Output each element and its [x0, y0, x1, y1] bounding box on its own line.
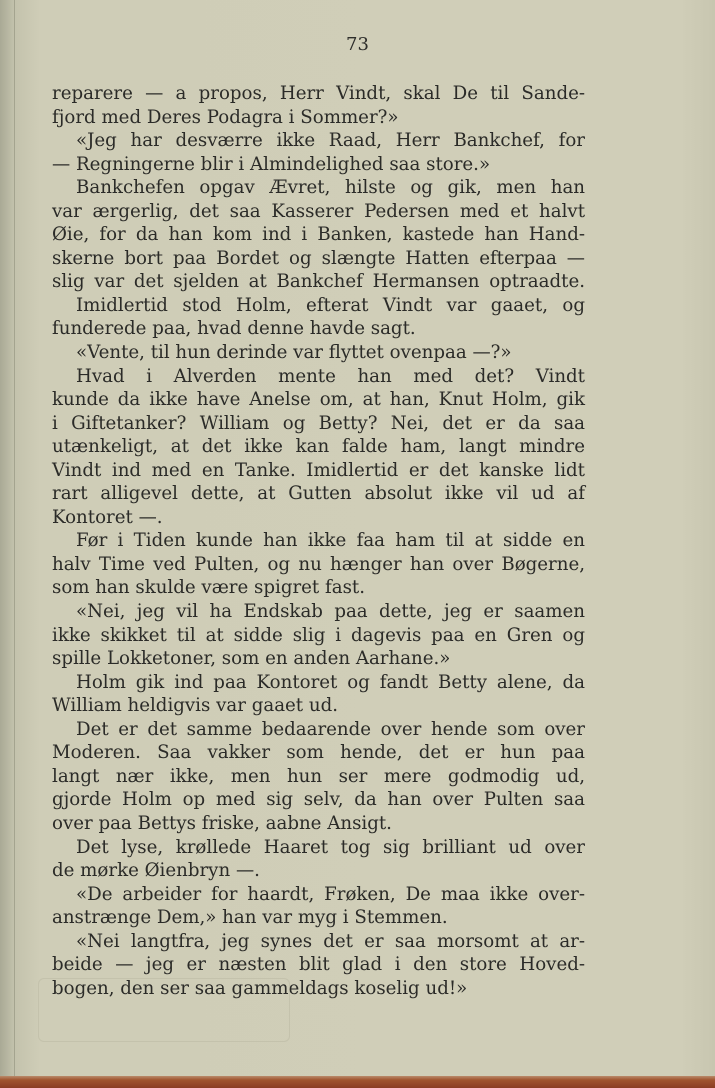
- text-line: rart alligevel dette, at Gutten absolut ikke vil ud af: [52, 483, 585, 505]
- text-line: Det er det samme bedaarende over hende som over: [76, 718, 585, 740]
- text-line: Holm gik ind paa Kontoret og fandt Betty alene, da: [76, 671, 585, 693]
- text-line: slig var det sjelden at Bankchef Hermansen optraadte.: [52, 271, 585, 293]
- text-line: Kontoret —.: [52, 506, 163, 528]
- text-line: gjorde Holm op med sig selv, da han over Pulten saa: [52, 789, 585, 811]
- text-line: anstrænge Dem,» han var myg i Stemmen.: [52, 907, 448, 929]
- text-line: «Jeg har desværre ikke Raad, Herr Bankchef, for: [76, 130, 585, 152]
- text-line: «De arbeider for haardt, Frøken, De maa ikke over-: [76, 883, 585, 905]
- text-line: utænkeligt, at det ikke kan falde ham, langt mindre: [52, 436, 585, 458]
- text-line: reparere — a propos, Herr Vindt, skal De til Sande-: [52, 83, 585, 104]
- text-line: beide — jeg er næsten blit glad i den store Hoved-: [52, 954, 585, 976]
- text-line: de mørke Øienbryn —.: [52, 860, 260, 882]
- text-line: kunde da ikke have Anelse om, at han, Knut Holm, gik: [52, 389, 585, 411]
- text-line: Før i Tiden kunde han ikke faa ham til at sidde en: [76, 530, 585, 552]
- text-line: halv Time ved Pulten, og nu hænger han over Bøgerne,: [52, 553, 585, 575]
- text-line: funderede paa, hvad denne havde sagt.: [52, 318, 416, 340]
- text-line: bogen, den ser saa gammeldags koselig ud!»: [52, 977, 468, 999]
- page-stain: [38, 978, 290, 1042]
- book-edge: [0, 1076, 715, 1088]
- page-gutter-line: [14, 0, 15, 1088]
- text-line: skerne bort paa Bordet og slængte Hatten efterpaa —: [52, 247, 585, 269]
- text-line: Hvad i Alverden mente han med det? Vindt: [76, 365, 585, 387]
- text-line: «Nei langtfra, jeg synes det er saa morsomt at ar-: [76, 930, 585, 952]
- text-line: «Nei, jeg vil ha Endskab paa dette, jeg er saamen: [76, 601, 585, 623]
- text-line: som han skulde være spigret fast.: [52, 577, 366, 599]
- text-line: Imidlertid stod Holm, efterat Vindt var gaaet, og: [76, 294, 585, 316]
- text-line: langt nær ikke, men hun ser mere godmodig ud,: [52, 765, 585, 787]
- text-line: Øie, for da han kom ind i Banken, kastede han Hand-: [52, 224, 585, 246]
- text-line: Moderen. Saa vakker som hende, det er hun paa: [52, 742, 585, 764]
- text-line: fjord med Deres Podagra i Sommer?»: [52, 106, 399, 128]
- text-line: Vindt ind med en Tanke. Imidlertid er det kanske lidt: [52, 459, 585, 481]
- text-line: «Vente, til hun derinde var flyttet ovenpaa —?»: [76, 342, 512, 364]
- text-line: over paa Bettys friske, aabne Ansigt.: [52, 812, 392, 834]
- text-line: Bankchefen opgav Ævret, hilste og gik, men han: [76, 177, 585, 199]
- page-number: 73: [346, 34, 369, 55]
- text-line: William heldigvis var gaaet ud.: [52, 695, 339, 717]
- text-line: — Regningerne blir i Almindelighed saa store.»: [52, 153, 491, 175]
- text-line: i Giftetanker? William og Betty? Nei, det er da saa: [52, 412, 585, 434]
- text-line: var ærgerlig, det saa Kasserer Pedersen med et halvt: [52, 200, 585, 222]
- body-text: [52, 82, 585, 1000]
- text-line: spille Lokketoner, som en anden Aarhane.»: [52, 648, 451, 670]
- text-line: ikke skikket til at sidde slig i dagevis paa en Gren og: [52, 624, 585, 646]
- text-line: Det lyse, krøllede Haaret tog sig brilliant ud over: [76, 836, 585, 858]
